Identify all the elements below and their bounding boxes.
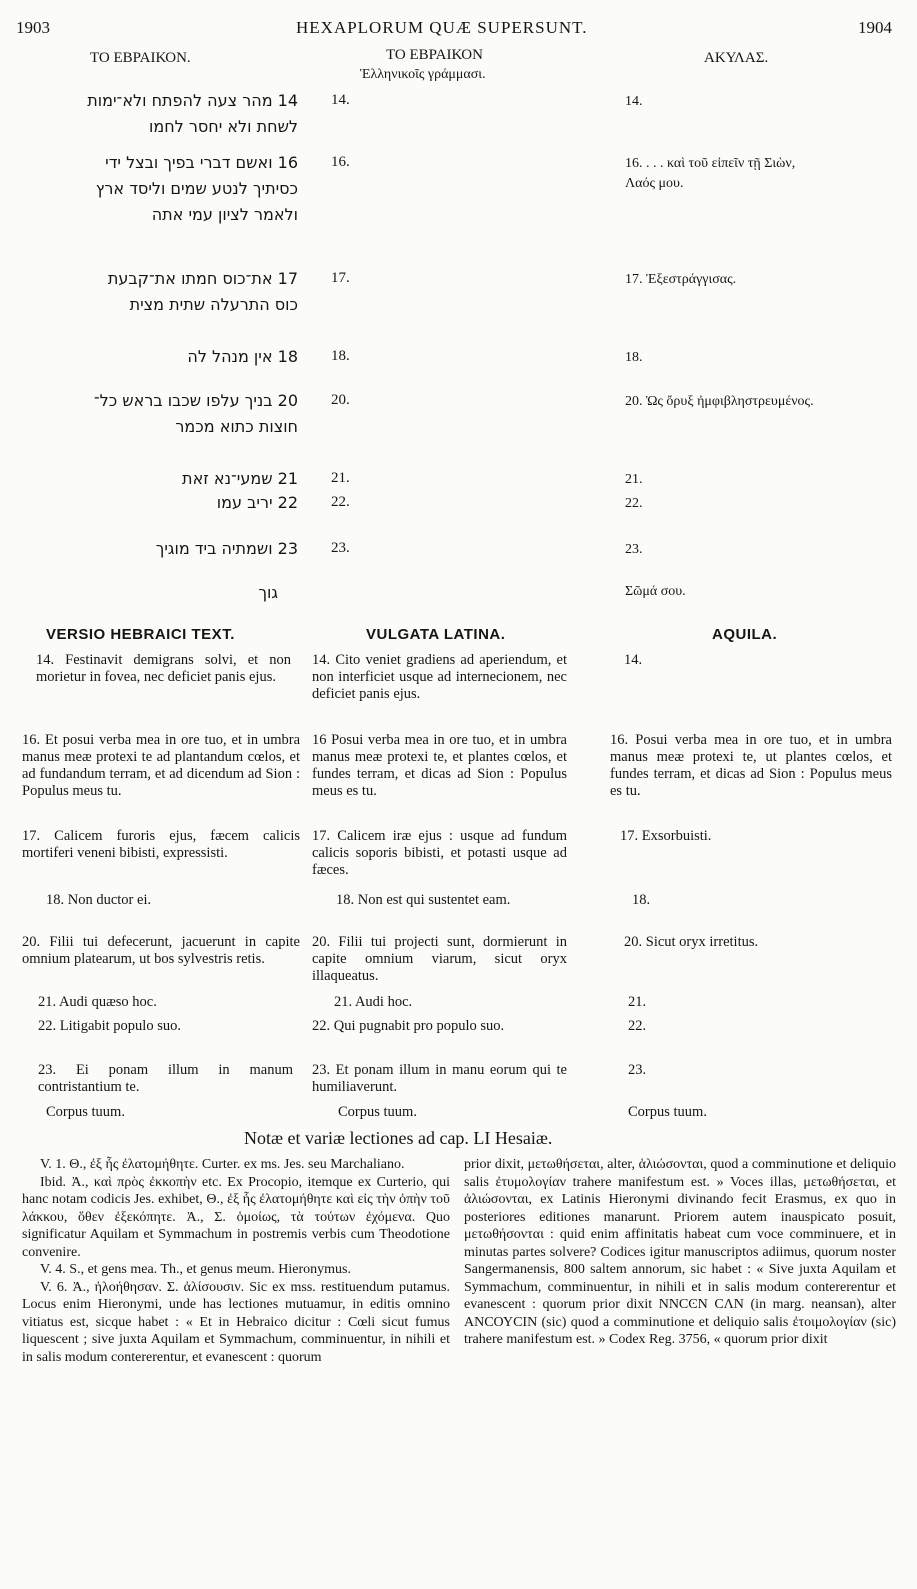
hebrew-line: 23 ושמתיה ביד מוגיך	[155, 539, 298, 558]
aquila-line: Λαός μου.	[625, 176, 684, 191]
hebrew-line: ולאמר לציון עמי אתה	[151, 205, 298, 224]
versio-verse-16: 16. Et posui verba mea in ore tuo, et in umbra manus meæ protexi te ad plantandum cœlos, et ad fundandum terram, et ad dicendum ad Sion : Populus meus tu.	[22, 732, 300, 799]
versio-header: VERSIO HEBRAICI TEXT.	[46, 626, 235, 643]
note-paragraph: V. 4. S., et gens mea. Th., et genus meum. Hieronymus.	[40, 1262, 351, 1277]
notes-title: Notæ et variæ lectiones ad cap. LI Hesaiæ.	[244, 1128, 553, 1148]
note-paragraph: V. 1. Θ., ἐξ ἧς ἐλατομήθητε. Curter. ex ms. Jes. seu Marchaliano.	[40, 1157, 405, 1172]
hebrew-line: 18 אין מנהל לה	[187, 347, 298, 366]
vulgata-verse-22: 22. Qui pugnabit pro populo suo.	[312, 1018, 505, 1034]
vulgata-verse-23: 23. Et ponam illum in manu eorum qui te humiliaverunt.	[312, 1062, 567, 1095]
vulgata-verse-14: 14. Cito veniet gradiens ad aperiendum, et non interficiet usque ad internecionem, nec deficiet panis ejus.	[312, 652, 567, 702]
versio-verse-20: 20. Filii tui defecerunt, jacuerunt in capite omnium platearum, ut bos sylvestris retis.	[22, 934, 300, 967]
aquila-column-header: ΑΚΥΛΑΣ.	[704, 50, 769, 66]
versio-verse-18: 18. Non ductor ei.	[46, 892, 152, 908]
aquila-latin-17: 17. Exsorbuisti.	[620, 828, 712, 844]
hebrew-line: כוס התרעלה שתית מצית	[129, 295, 298, 314]
aquila-greek-20: 20. Ὡς ὄρυξ ἠμφιβληστρευμένος.	[625, 394, 814, 409]
hebrew-line: לשחת ולא יחסר לחמו	[148, 117, 298, 136]
aquila-latin-18: 18.	[632, 892, 651, 908]
aquila-line: 16. . . . καὶ τοῦ εἰπεῖν τῇ Σιὼν,	[625, 156, 796, 171]
vulgata-verse-20: 20. Filii tui projecti sunt, dormierunt in capite omnium viarum, sicut oryx illaqueatus.	[312, 934, 567, 984]
hebrew-verse-14	[30, 88, 298, 140]
hebrew-line: 17 את־כוס חמתו את־קבעת	[107, 269, 298, 288]
aquila-greek-22: 22.	[625, 496, 643, 511]
aquila-latin-header: AQUILA.	[712, 626, 778, 643]
hebrew-line: 16 ואשם דברי בפיך ובצל ידי	[105, 153, 298, 172]
aquila-latin-20: 20. Sicut oryx irretitus.	[624, 934, 759, 950]
hebrew-verse-18	[30, 344, 298, 370]
hebrew-column-header: ΤΟ ΕΒΡΑΙΚΟΝ.	[90, 50, 191, 66]
translit-verse-14: 14.	[331, 92, 350, 108]
aquila-greek-16	[625, 154, 895, 194]
page-number-left: 1903	[16, 18, 50, 37]
versio-verse-21: 21. Audi quæso hoc.	[38, 994, 157, 1010]
hebrew-verse-23	[30, 536, 298, 562]
vulgata-verse-21: 21. Audi hoc.	[334, 994, 413, 1010]
aquila-greek-final: Σῶμά σου.	[625, 584, 686, 599]
notes-right-column	[464, 1156, 896, 1349]
aquila-latin-16: 16. Posui verba mea in ore tuo, et in umbra manus meæ protexi te, ut plantes cœlos, et fundes terram, et dicas ad Sion : Populus meus es tu.	[610, 732, 892, 799]
notes-left-column	[22, 1156, 450, 1366]
hebrew-verse-final	[30, 580, 278, 606]
aquila-greek-23: 23.	[625, 542, 643, 557]
aquila-greek-21: 21.	[625, 472, 643, 487]
versio-verse-22: 22. Litigabit populo suo.	[38, 1018, 181, 1034]
aquila-greek-18: 18.	[625, 350, 643, 365]
hebrew-verse-21	[30, 466, 298, 492]
hebrew-line: כסיתיך לנטע שמים וליסד ארץ	[95, 179, 298, 198]
hebrew-verse-22	[30, 490, 298, 516]
vulgata-header: VULGATA LATINA.	[366, 626, 506, 643]
aquila-latin-23: 23.	[628, 1062, 647, 1078]
aquila-latin-14: 14.	[624, 652, 643, 668]
running-title: HEXAPLORUM QUÆ SUPERSUNT.	[296, 18, 588, 37]
hebrew-line: 14 מהר צעה להפתח ולא־ימות	[87, 91, 298, 110]
versio-final: Corpus tuum.	[46, 1104, 125, 1120]
hebrew-line: 21 שמעי־נא זאת	[182, 469, 298, 488]
translit-verse-22: 22.	[331, 494, 350, 510]
page-number-right: 1904	[858, 18, 892, 37]
aquila-greek-14: 14.	[625, 94, 643, 109]
translit-verse-23: 23.	[331, 540, 350, 556]
versio-verse-17: 17. Calicem furoris ejus, fæcem calicis mortiferi veneni bibisti, expressisti.	[22, 828, 300, 861]
translit-verse-16: 16.	[331, 154, 350, 170]
translit-column-header: ΤΟ ΕΒΡΑΙΚΟΝ	[386, 47, 483, 63]
vulgata-final: Corpus tuum.	[338, 1104, 417, 1120]
translit-verse-20: 20.	[331, 392, 350, 408]
aquila-latin-21: 21.	[628, 994, 647, 1010]
hebrew-line: 20 בניך עלפו שכבו בראש כל־	[93, 391, 298, 410]
aquila-latin-22: 22.	[628, 1018, 647, 1034]
aquila-greek-17: 17. Ἐξεστράγγισας.	[625, 272, 737, 287]
note-paragraph: Ibid. Ἀ., καὶ πρὸς ἐκκοπὴν etc. Ex Procopio, itemque ex Curterio, qui hanc notam codicis Jes. exhibet, Θ., ἐξ ἧς ἐλατομήθητε καὶ εἰς τὴν ὀπὴν τοῦ λάκκου, ὅθεν ἐξεκόπητε. Ἀ., Σ. ὁμοίως, τὰ τούτων ἐχόμενα. Quo significatur Aquilam et Symmachum in postremis verbis cum Theodotione convenire.	[22, 1174, 450, 1260]
vulgata-verse-17: 17. Calicem iræ ejus : usque ad fundum calicis soporis bibisti, et potasti usque ad fæces.	[312, 828, 567, 878]
hebrew-line: חוצות כתוא מכמר	[175, 417, 298, 436]
versio-verse-14: 14. Festinavit demigrans solvi, et non morietur in fovea, nec deficiet panis ejus.	[36, 652, 291, 685]
hebrew-line: גוך	[258, 583, 278, 602]
vulgata-verse-18: 18. Non est qui sustentet eam.	[336, 892, 511, 908]
note-paragraph: prior dixit, μετωθήσεται, alter, ἁλιώσονται, quod a comminutione et deliquio salis ἐτυμολογίαν trahere manifestum est. » Voces illas, μετωθήσεται, et ἁλιώσονται, ex Latinis Hieronymi divinando fecit Erasmus, ex quo in posteriores editiones manarunt. Priorem autem inauspicato posuit, μετωθήσονται : quid enim affinitatis habeat cum voce comminuere, et in minutas partes solvere? Codices igitur manuscriptos adiimus, quorum noster Sangermanensis, 800 saltem annorum, sic habet : « Sive juxta Aquilam et Symmachum, comminuentur, in nihili et in salis modum contererentur et evanescent : quorum prior dixit ΝΝϹϾΝ ϹΛΝ (in marg. neansan), alter ΑΝϹΟΥϹΙΝ (sic) quod a comminutione et deliquio salis ἐτοιμολογίαν (sic) trahere manifestum est. » Codex Reg. 3756, « quorum prior dixit	[464, 1157, 896, 1347]
note-paragraph: V. 6. Ἀ., ἠλοήθησαν. Σ. ἀλίσουσιν. Sic ex mss. restituendum putamus. Locus enim Hieronymi, unde has lectiones mutuamur, in editis omnino vitiatus est, sicque habet : « Et in Hebraico dicitur : Cœli sicut fumus liquescent ; sive juxta Aquilam et Symmachum, comminuentur, in nihili et in salis modum contererentur, et evanescent : quorum	[22, 1279, 450, 1365]
hebrew-verse-16	[20, 150, 298, 228]
hebrew-verse-17	[20, 266, 298, 318]
versio-verse-23: 23. Ei ponam illum in manum contristantium te.	[38, 1062, 293, 1095]
translit-verse-17: 17.	[331, 270, 350, 286]
hebrew-line: 22 יריב עמו	[216, 493, 298, 512]
aquila-latin-final: Corpus tuum.	[628, 1104, 707, 1120]
translit-column-subheader: Ἑλληνικοῖς γράμμασι.	[360, 67, 486, 82]
translit-verse-21: 21.	[331, 470, 350, 486]
vulgata-verse-16: 16 Posui verba mea in ore tuo, et in umbra manus meæ protexi te, et plantes cœlos, et fundes terram, et dicas ad Sion : Populus meus es tu.	[312, 732, 567, 799]
hebrew-verse-20	[20, 388, 298, 440]
translit-verse-18: 18.	[331, 348, 350, 364]
